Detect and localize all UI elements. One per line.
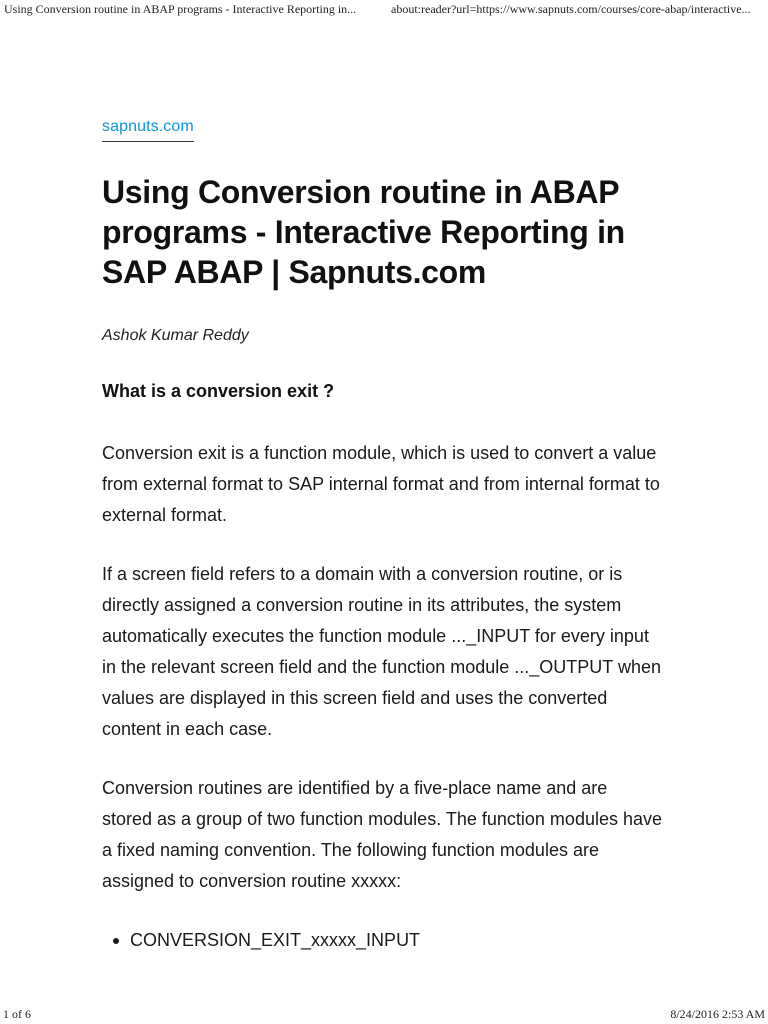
article-author: Ashok Kumar Reddy — [102, 327, 249, 344]
list-item-text: CONVERSION_EXIT_xxxxx_INPUT — [130, 930, 421, 950]
print-timestamp: 8/24/2016 2:53 AM — [670, 1007, 765, 1021]
print-page-title: Using Conversion routine in ABAP programs - Interactive Reporting in... — [4, 2, 357, 16]
function-module-list — [102, 925, 662, 956]
print-url: about:reader?url=https://www.sapnuts.com/courses/core-abap/interactive... — [391, 2, 751, 16]
source-domain-link[interactable]: sapnuts.com — [102, 118, 194, 142]
section-heading: What is a conversion exit ? — [102, 381, 335, 401]
print-footer — [0, 1006, 768, 1024]
paragraph-naming: Conversion routines are identified by a five-place name and are stored as a group of two function modules. The function modules have a fixed naming convention. The following function modules are assigned to conversion routine xxxxx: — [102, 778, 663, 891]
list-item — [102, 925, 662, 956]
reader-view-article — [102, 118, 662, 956]
bullet-icon — [113, 938, 119, 944]
article-title: Using Conversion routine in ABAP programs - Interactive Reporting in SAP ABAP | Sapnuts.com — [102, 174, 625, 290]
page-indicator: 1 of 6 — [3, 1007, 31, 1021]
paragraph-definition: Conversion exit is a function module, which is used to convert a value from external format to SAP internal format and from internal format to external format. — [102, 443, 660, 525]
paragraph-screen-field: If a screen field refers to a domain with a conversion routine, or is directly assigned a conversion routine in its attributes, the system automatically executes the function module ..._INPUT for every input in the relevant screen field and the function module ..._OUTPUT when values are displayed in this screen field and uses the converted content in each case. — [102, 564, 661, 739]
print-header — [0, 0, 768, 20]
